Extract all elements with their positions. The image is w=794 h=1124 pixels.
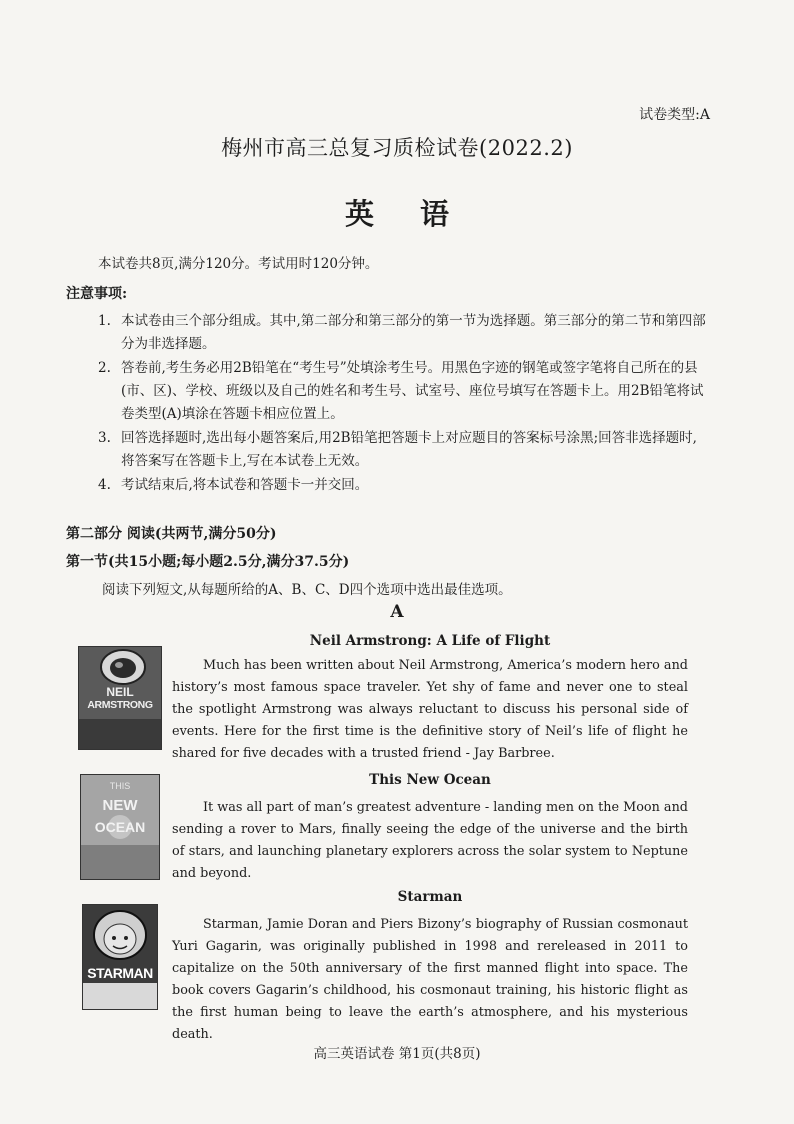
book-title: Neil Armstrong: A Life of Flight: [309, 633, 551, 649]
notice-text: 回答选择题时,选出每小题答案后,用2B铅笔把答题卡上对应题目的答案标号涂黑;回答非选择题时,将答案写在答题卡上,写在本试卷上无效。: [121, 430, 697, 469]
exam-intro: 本试卷共8页,满分120分。考试用时120分钟。: [98, 256, 379, 272]
notice-text: 答卷前,考生务必用2B铅笔在“考生号”处填涂考生号。用黑色字迹的钢笔或签字笔将自己所在的县(市、区)、学校、班级以及自己的姓名和考生号、试室号、座位号填写在答题卡上。用2B铅笔将试卷类型(A)填涂在答题卡相应位置上。: [121, 360, 704, 422]
page-footer: 高三英语试卷 第1页(共8页): [313, 1046, 481, 1062]
cover-title: NEIL: [106, 685, 134, 699]
book-description: It was all part of man’s greatest adventure - landing men on the Moon and sending a rover to Mars, finally seeing the edge of the universe and the birth of stars, and launching planetary explorers across the solar system to Neptune and beyond.: [172, 800, 688, 881]
book-title: This New Ocean: [369, 772, 491, 788]
book-description: Starman, Jamie Doran and Piers Bizony’s biography of Russian cosmonaut Yuri Gagarin, was originally published in 1998 and rereleased in 2011 to capitalize on the 50th anniversary of the first manned flight into space. The book covers Gagarin’s childhood, his cosmonaut training, his historic flight as the first human being to leave the earth’s atmosphere, and his mysterious death.: [172, 917, 688, 1042]
notice-text: 本试卷由三个部分组成。其中,第二部分和第三部分的第一节为选择题。第三部分的第二节和第四部分为非选择题。: [121, 313, 706, 352]
notice-title: 注意事项:: [66, 286, 128, 302]
cover-title: THIS: [109, 781, 131, 791]
notice-number: 2.: [98, 360, 111, 376]
notice-text: 考试结束后,将本试卷和答题卡一并交回。: [121, 477, 369, 493]
cover-title: ARMSTRONG: [87, 699, 153, 711]
notice-item: [98, 310, 710, 356]
book-cover-starman: [82, 904, 158, 1010]
notice-item: [98, 427, 710, 473]
notice-number: 1.: [98, 313, 111, 329]
subject-title: 英语: [344, 197, 495, 231]
reading-instruction: 阅读下列短文,从每题所给的A、B、C、D四个选项中选出最佳选项。: [102, 582, 512, 598]
book-description: Much has been written about Neil Armstrong, America’s modern hero and history’s most famous space traveler. Yet shy of fame and never one to steal the spotlight Armstrong was always reluctant to discuss his personal side of events. Here for the first time is the definitive story of Neil’s life of flight he shared for five decades with a trusted friend - Jay Barbree.: [172, 658, 688, 761]
notice-list: [98, 310, 710, 498]
notice-number: 3.: [98, 430, 111, 446]
cover-title: STARMAN: [87, 965, 153, 981]
cover-title: NEW: [102, 797, 138, 814]
passage-label: A: [390, 602, 404, 622]
notice-number: 4.: [98, 477, 111, 493]
part-title: 第二部分 阅读(共两节,满分50分): [66, 526, 277, 542]
section-title: 第一节(共15小题;每小题2.5分,满分37.5分): [66, 554, 350, 570]
exam-title: 梅州市高三总复习质检试卷(2022.2): [221, 136, 573, 160]
book-title: Starman: [397, 889, 463, 905]
book-cover-armstrong: [78, 646, 162, 750]
notice-item: [98, 474, 710, 497]
cosmonaut-portrait-icon: [83, 905, 157, 1009]
book-cover-new-ocean: [80, 774, 160, 880]
cover-title: OCEAN: [94, 819, 146, 835]
notice-item: [98, 357, 710, 426]
paper-type: 试卷类型:A: [639, 107, 710, 123]
